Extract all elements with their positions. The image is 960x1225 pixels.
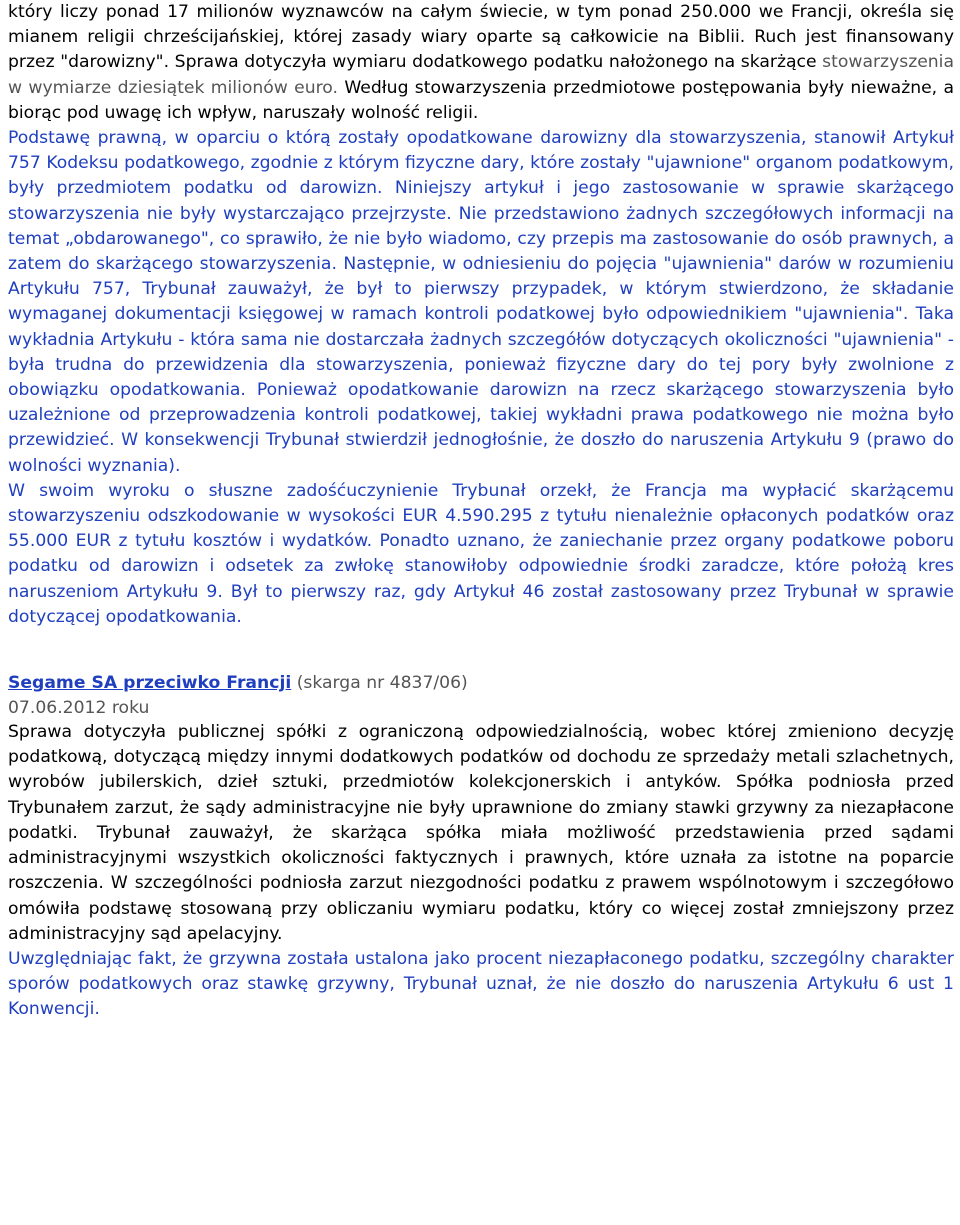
case-title-link[interactable]: Segame SA przeciwko Francji: [8, 673, 292, 694]
case-date: 07.06.2012 roku: [8, 698, 150, 719]
case-heading: [8, 671, 954, 696]
document-page: [8, 0, 954, 1023]
first-case-facts-text-2: Według stowarzyszenia przedmiotowe postępowania były nieważne, a biorąc pod uwagę ich wpływ, naruszały wolność religii.: [8, 77, 955, 123]
second-case-facts-paragraph: Sprawa dotyczyła publicznej spółki z ograniczoną odpowiedzialnością, wobec której zmieniono decyzję podatkową, dotyczącą między innymi dodatkowych podatków od dochodu ze sprzedaży metali szlachetnych, wyrobów jubilerskich, dzieł sztuki, przedmiotów kolekcjonerskich i antyków. Spółka podniosła przed Trybunałem zarzut, że sądy administracyjne nie były uprawnione do zmiany stawki grzywny za niezapłacone podatki. Trybunał zauważył, że skarżąca spółka miała możliwość przedstawienia przed sądami administracyjnymi wszystkich okoliczności faktycznych i prawnych, które uznała za istotne na poparcie roszczenia. W szczególności podniosła zarzut niezgodności podatku z prawem wspólnotowym i szczegółowo omówiła podstawę stosowaną przy obliczaniu wymiaru podatku, który co więcej został zmniejszony przez administracyjny sąd apelacyjny.: [8, 722, 954, 944]
section-spacer: [8, 630, 954, 671]
case-application-ref: (skarga nr 4837/06): [291, 673, 468, 694]
first-case-facts-paragraph: [8, 0, 954, 126]
second-case-ruling-paragraph: Uwzględniając fakt, że grzywna została ustalona jako procent niezapłaconego podatku, szczególny charakter sporów podatkowych oraz stawkę grzywny, Trybunał uznał, że nie doszło do naruszenia Artykułu 6 ust 1 Konwencji.: [8, 948, 954, 1020]
first-case-facts-text: który liczy ponad 17 milionów wyznawców na całym świecie, w tym ponad 250.000 we Francji, określa się mianem religii chrześcijańskiej, której zasady wiary oparte są całkowicie na Biblii. Ruch jest finansowany przez "darowizny". Sprawa dotyczyła wymiaru dodatkowego podatku nałożonego na skarżące: [8, 2, 954, 73]
first-case-ruling-paragraph: Podstawę prawną, w oparciu o którą zostały opodatkowane darowizny dla stowarzyszenia, stanowił Artykuł 757 Kodeksu podatkowego, zgodnie z którym fizyczne dary, które zostały "ujawnione" organom podatkowym, były przedmiotem podatku od darowizn. Niniejszy artykuł i jego zastosowanie w sprawie skarżącego stowarzyszenia nie były wystarczająco przejrzyste. Nie przedstawiono żadnych szczegółowych informacji na temat „obdarowanego", co sprawiło, że nie było wiadomo, czy przepis ma zastosowanie do osób prawnych, a zatem do skarżącego stowarzyszenia. Następnie, w odniesieniu do pojęcia "ujawnienia" darów w rozumieniu Artykułu 757, Trybunał zauważył, że był to pierwszy przypadek, w którym stwierdzono, że składanie wymaganej dokumentacji księgowej w ramach kontroli podatkowej było odpowiednikiem "ujawnienia". Taka wykładnia Artykułu - która sama nie dostarczała żadnych szczegółów dotyczących okoliczności "ujawnienia" - była trudna do przewidzenia dla stowarzyszenia, ponieważ fizyczne dary do tej pory były zwolnione z obowiązku opodatkowania. Ponieważ opodatkowanie darowizn na rzecz skarżącego stowarzyszenia było uzależnione od przeprowadzenia kontroli podatkowej, takiej wykładni prawa podatkowego nie można było przewidzieć. W konsekwencji Trybunał stwierdził jednogłośnie, że doszło do naruszenia Artykułu 9 (prawo do wolności wyznania).: [8, 128, 954, 476]
first-case-facts-grey-text: stowarzyszenia w wymiarze dziesiątek milionów euro.: [8, 52, 954, 98]
first-case-judgment-paragraph: W swoim wyroku o słuszne zadośćuczynienie Trybunał orzekł, że Francja ma wypłacić skarżącemu stowarzyszeniu odszkodowanie w wysokości EUR 4.590.295 z tytułu nienależnie opłaconych podatków oraz 55.000 EUR z tytułu kosztów i wydatków. Ponadto uznano, że zaniechanie przez organy podatkowe poboru podatku od darowizn i odsetek za zwłokę stanowiłoby odpowiednie środki zaradcze, które położą kres naruszeniom Artykułu 9. Był to pierwszy raz, gdy Artykuł 46 został zastosowany przez Trybunał w sprawie dotyczącej opodatkowania.: [8, 480, 954, 627]
